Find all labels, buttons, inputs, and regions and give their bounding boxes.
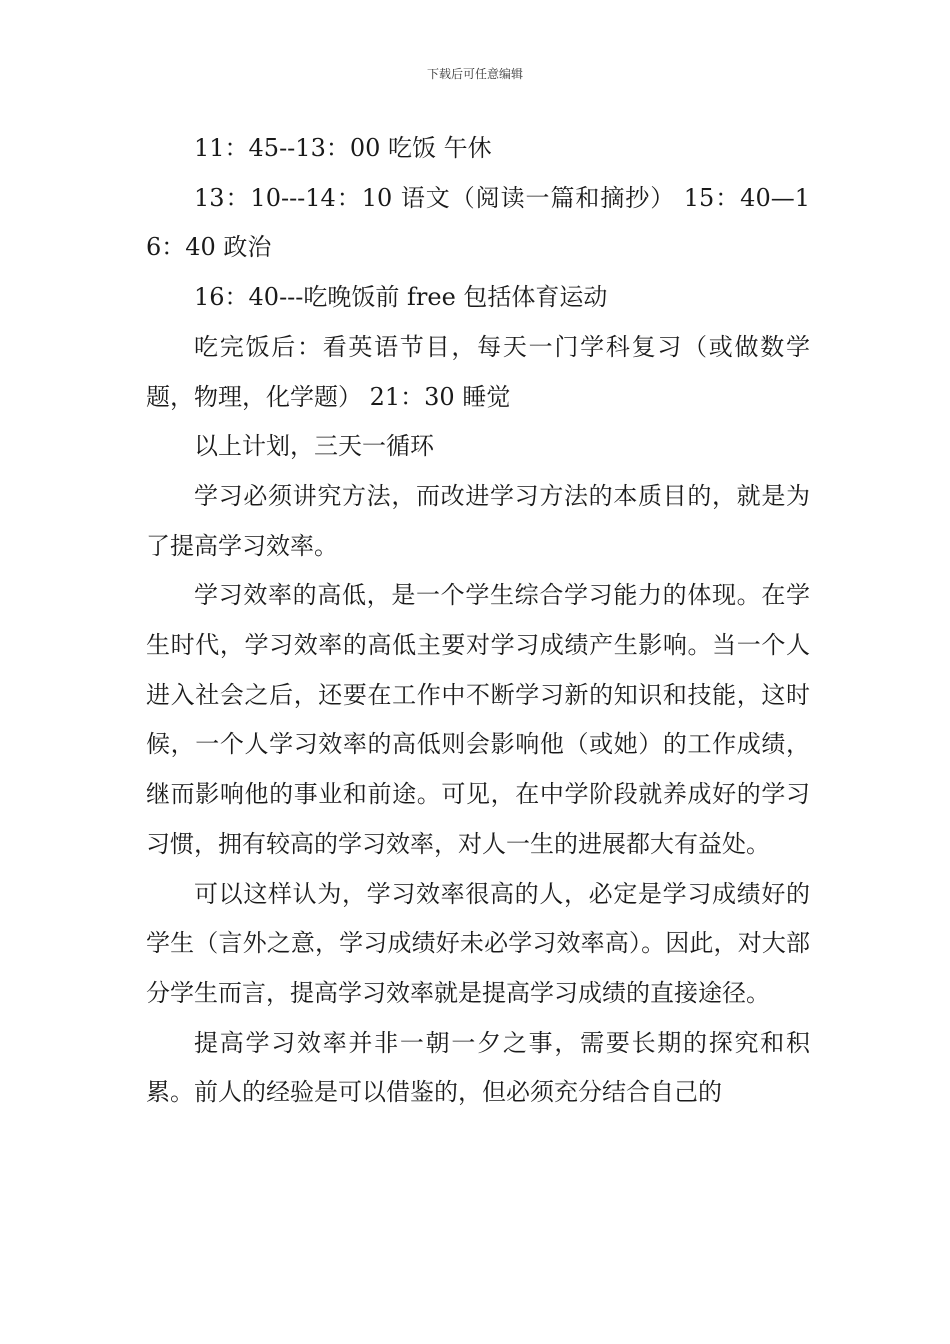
document-body [146, 124, 810, 1118]
paragraph-schedule-chinese-politics: 13：10---14：10 语文（阅读一篇和摘抄） 15：40—16：40 政治 [146, 183, 810, 262]
paragraph-schedule-lunch: 11：45--13：00 吃饭 午休 [194, 134, 492, 162]
paragraph-schedule-evening: 吃完饭后：看英语节目，每天一门学科复习（或做数学题，物理，化学题） 21：30 睡觉 [146, 332, 810, 411]
paragraph-plan-cycle: 以上计划，三天一循环 [194, 432, 434, 461]
paragraph-good-students: 可以这样认为，学习效率很高的人，必定是学习成绩好的学生（言外之意，学习成绩好未必学习效率高）。因此，对大部分学生而言，提高学习效率就是提高学习成绩的直接途径。 [146, 879, 810, 1007]
paragraph-method: 学习必须讲究方法，而改进学习方法的本质目的，就是为了提高学习效率。 [146, 481, 810, 560]
paragraph-schedule-free: 16：40---吃晚饭前 free 包括体育运动 [194, 283, 608, 312]
page-header: 下载后可任意编辑 [426, 67, 523, 81]
paragraph-efficiency: 学习效率的高低，是一个学生综合学习能力的体现。在学生时代，学习效率的高低主要对学习成绩产生影响。当一个人进入社会之后，还要在工作中不断学习新的知识和技能，这时候，一个人学习效率的高低则会影响他（或她）的工作成绩，继而影响他的事业和前途。可见，在中学阶段就养成好的学习习惯，拥有较高的学习效率，对人一生的进展都大有益处。 [146, 581, 810, 858]
paragraph-improve: 提高学习效率并非一朝一夕之事，需要长期的探究和积累。前人的经验是可以借鉴的，但必须充分结合自己的 [146, 1028, 810, 1107]
